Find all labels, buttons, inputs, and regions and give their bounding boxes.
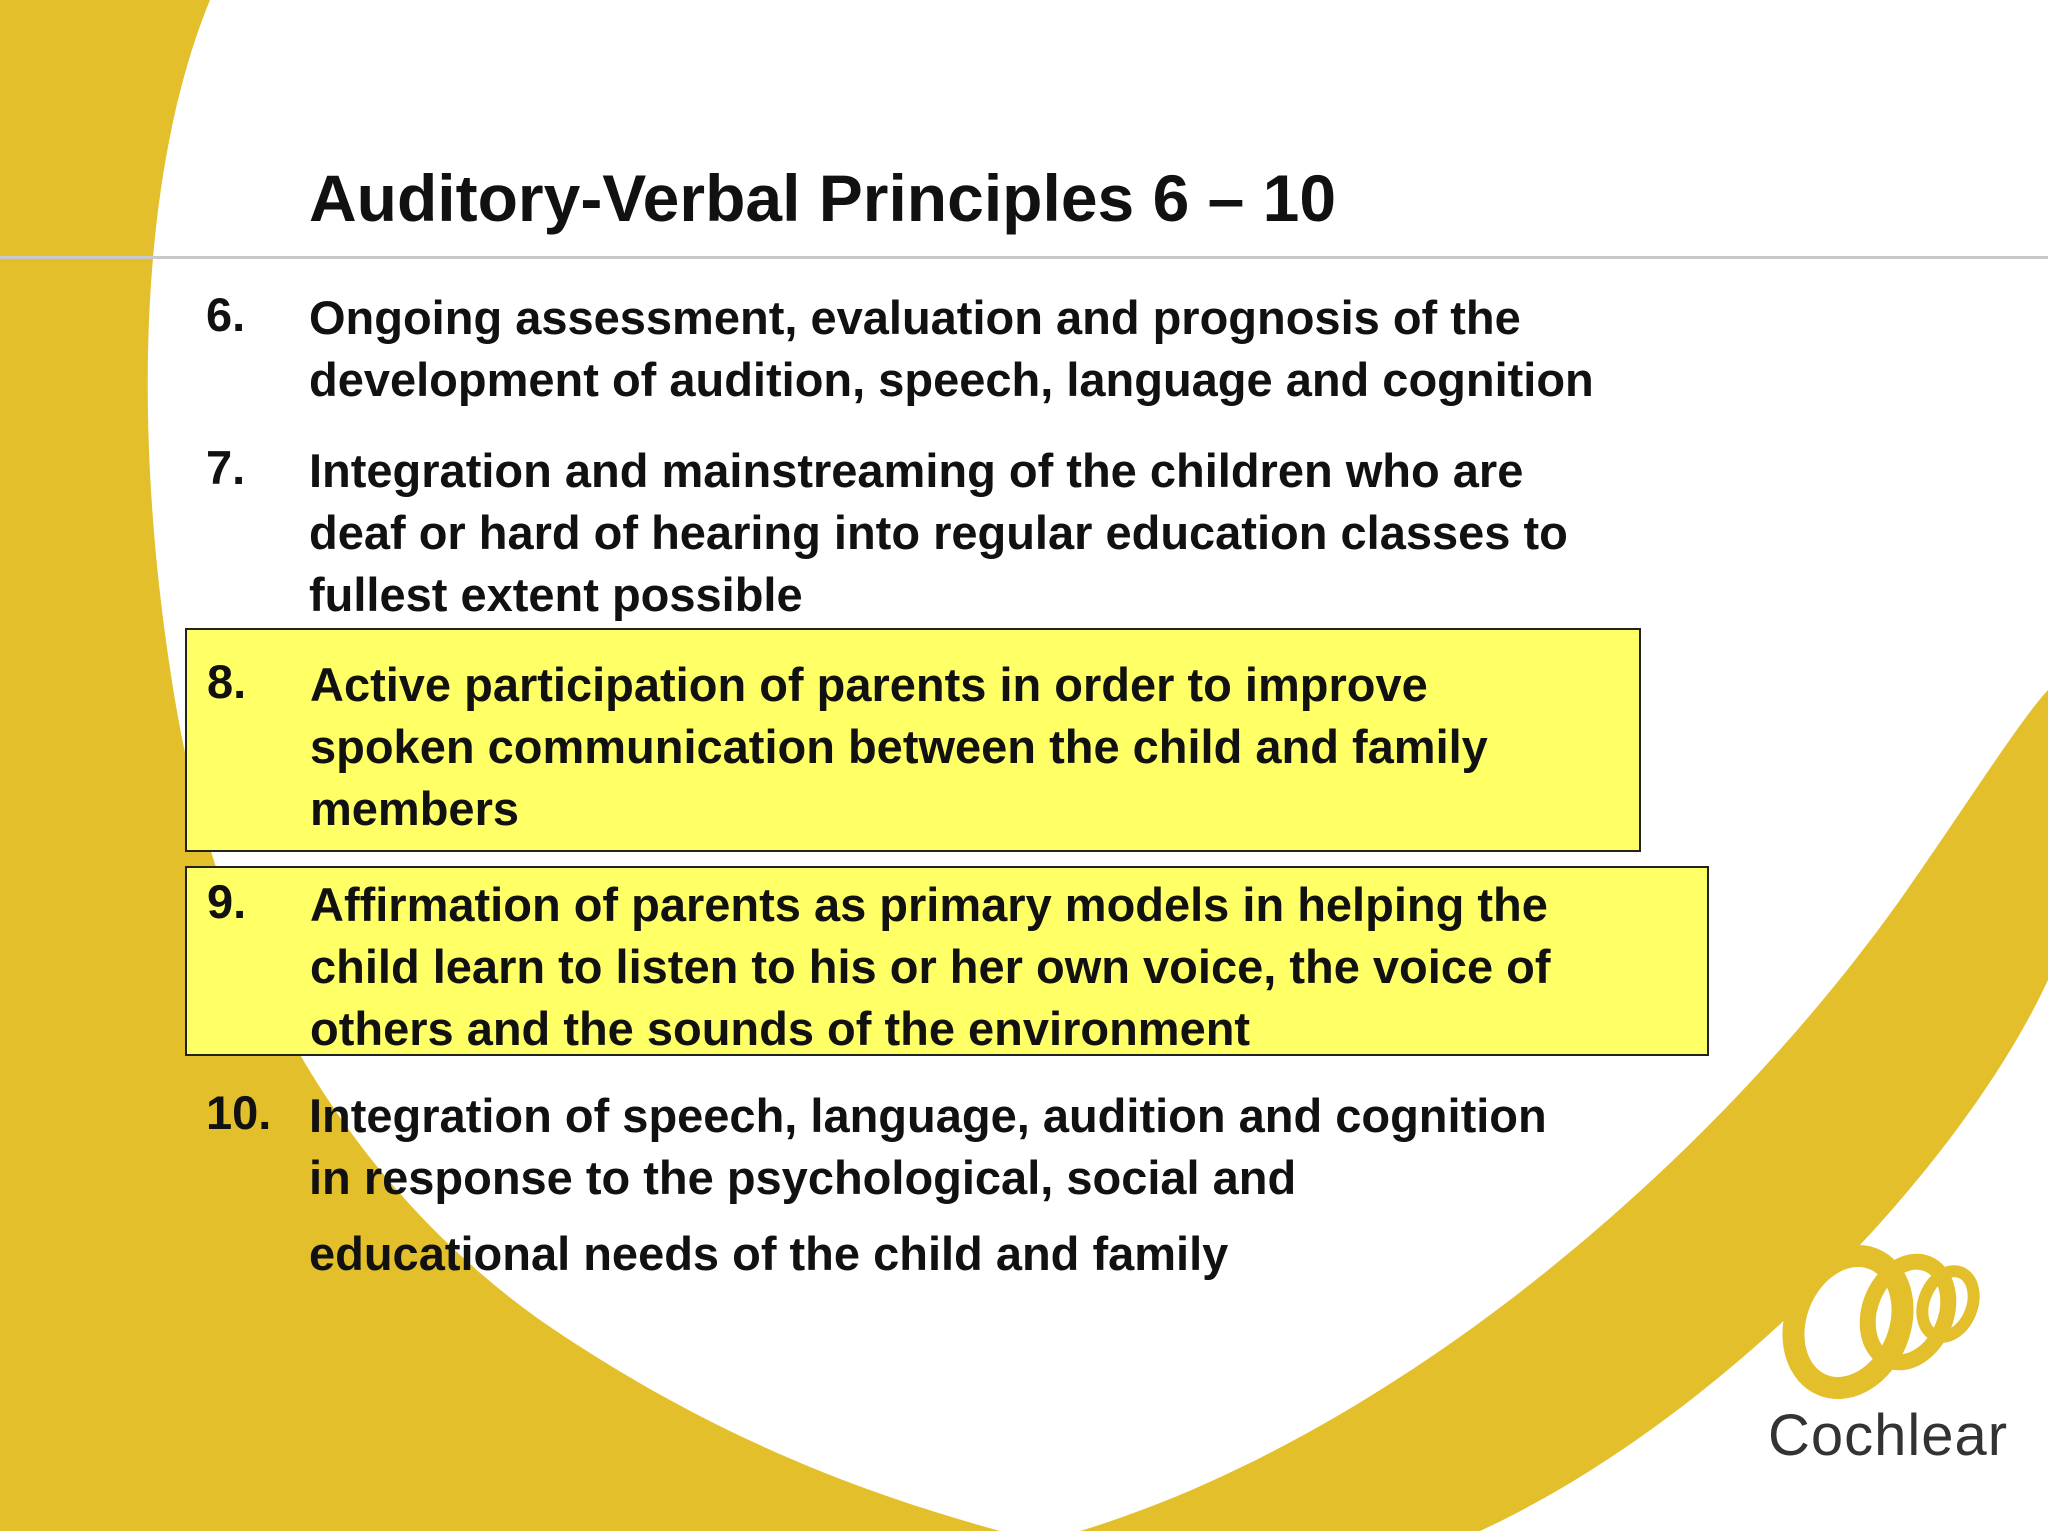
principle-number: 9. (207, 875, 247, 928)
principle-9-highlight-box (185, 866, 1709, 1056)
principle-text: Integration of speech, language, audition and cognition in response to the psychological, social and educational needs of the child and family (309, 1089, 1547, 1280)
principle-text: Ongoing assessment, evaluation and prognosis of the development of audition, speech, language and cognition (309, 291, 1594, 406)
slide-title: Auditory-Verbal Principles 6 – 10 (309, 161, 1337, 235)
principle-text: Integration and mainstreaming of the children who are deaf or hard of hearing into regular education classes to fullest extent possible (309, 444, 1568, 621)
principle-10 (186, 1085, 1736, 1285)
principle-number: 8. (207, 655, 247, 708)
principle-text: Affirmation of parents as primary models in helping the child learn to listen to his or her own voice, the voice of others and the sounds of the environment (310, 878, 1551, 1055)
principle-number: 7. (206, 441, 246, 494)
principle-6 (186, 287, 1736, 417)
principle-number: 10. (206, 1086, 272, 1139)
principle-8-highlight-box (185, 628, 1641, 852)
principle-text: Active participation of parents in order to improve spoken communication between the child and family members (310, 658, 1488, 835)
logo-wordmark: Cochlear (1768, 1403, 2009, 1468)
principle-number: 6. (206, 288, 246, 341)
title-divider (0, 256, 2048, 259)
principle-7 (186, 440, 1736, 630)
